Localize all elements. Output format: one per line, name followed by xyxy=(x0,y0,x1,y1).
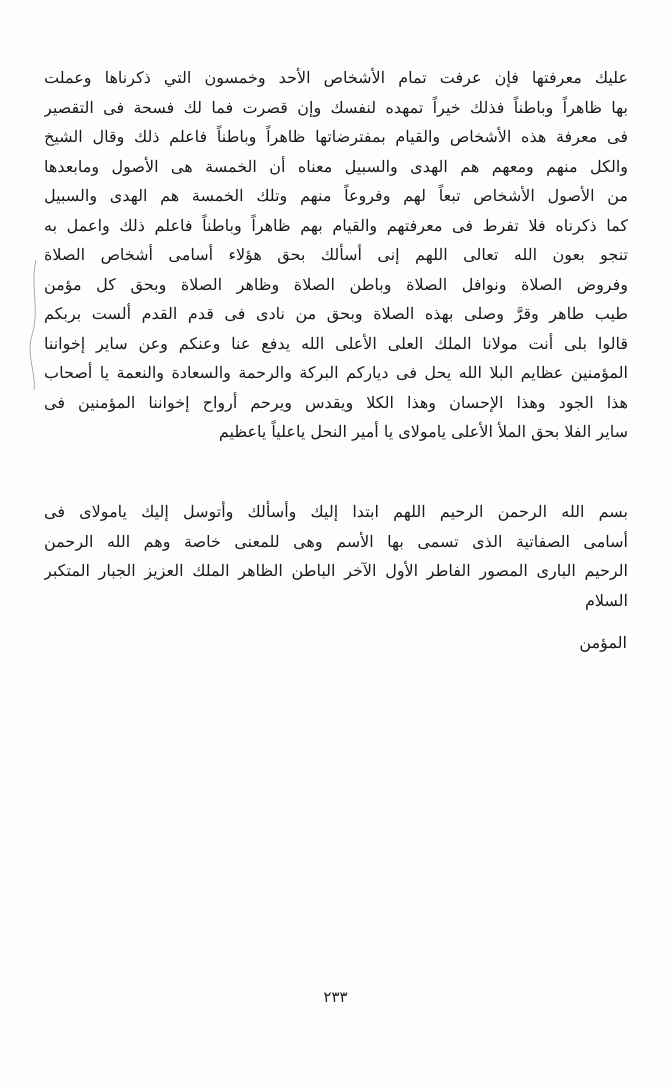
text-line: قالوا بلى أنت مولانا الملك العلى الأعلى الله يدفع عنا وعنكم وعن ساير إخواننا xyxy=(44,333,628,353)
text-line: بها ظاهراً وباطناً فذلك خيراً تمهده لنفسك وإن قصرت فما لك فسحة فى التقصير xyxy=(44,97,628,117)
text-line: طيب طاهر وقرَّ وصلى بهذه الصلاة وبحق من نادى فى قدم القدم ألست بربكم xyxy=(44,304,628,323)
margin-pencil-mark xyxy=(6,255,46,395)
text-line: عليك معرفتها فإن عرفت تمام الأشخاص الأحد وخمسون التي ذكرناها وعملت xyxy=(44,68,628,87)
paragraph-2 xyxy=(44,497,628,615)
text-line: والكل منهم ومعهم هم الهدى والسبيل معناه أن الخمسة هى الأصول ومابعدها xyxy=(44,156,628,176)
text-line: الرحيم البارى المصور الفاطر الأول الآخر الباطن الظاهر الملك العزيز الجبار المتكبر xyxy=(44,561,628,580)
text-line: بسم الله الرحمن الرحيم اللهم ابتدا إليك وأسألك وأتوسل إليك يامولاى فى xyxy=(44,502,628,521)
text-line: هذا الجود وهذا الإحسان وهذا الكلا ويقدس ويرحم أرواح إخواننا المؤمنين فى xyxy=(44,392,628,412)
text-line: ساير الفلا بحق الملأ الأعلى يامولاى يا أمير النحل ياعلياً ياعظيم xyxy=(218,422,628,441)
text-line: فى معرفة هذه الأشخاص والقيام بمفترضاتها ظاهراً وباطناً فاعلم ذلك وقال الشيخ xyxy=(44,127,628,146)
text-line: وفروض الصلاة ونوافل الصلاة وباطن الصلاة وظاهر الصلاة وبحق كل مؤمن xyxy=(44,274,628,294)
text-line: من الأصول الأشخاص تبعاً لهم وفروعاً منهم وتلك الخمسة هم الهدى والسبيل xyxy=(44,186,628,205)
text-line: كما ذكرناه فلا تفرط فى معرفتهم والقيام بهم ظاهراً وباطناً فاعلم ذلك واعمل به xyxy=(44,215,628,235)
text-line: أسامى الصفاتية الذى تسمى بها الأسم وهى للمعنى خاصة وهم الله الرحمن xyxy=(44,531,628,551)
text-line: المؤمنين عظايم البلا الله يحل فى ديارکم البركة والرحمة والسعادة والنعمة يا أصحاب xyxy=(44,363,628,382)
text-line: تنجو بعون الله تعالى اللهم إنى أسألك بحق هؤلاء أسامى أشخاص الصلاة xyxy=(44,245,628,264)
text-line: السلام xyxy=(584,590,628,610)
paragraph-1 xyxy=(44,63,628,447)
page-number: ٢٣٣ xyxy=(323,988,348,1006)
signature: المؤمن xyxy=(579,633,627,652)
